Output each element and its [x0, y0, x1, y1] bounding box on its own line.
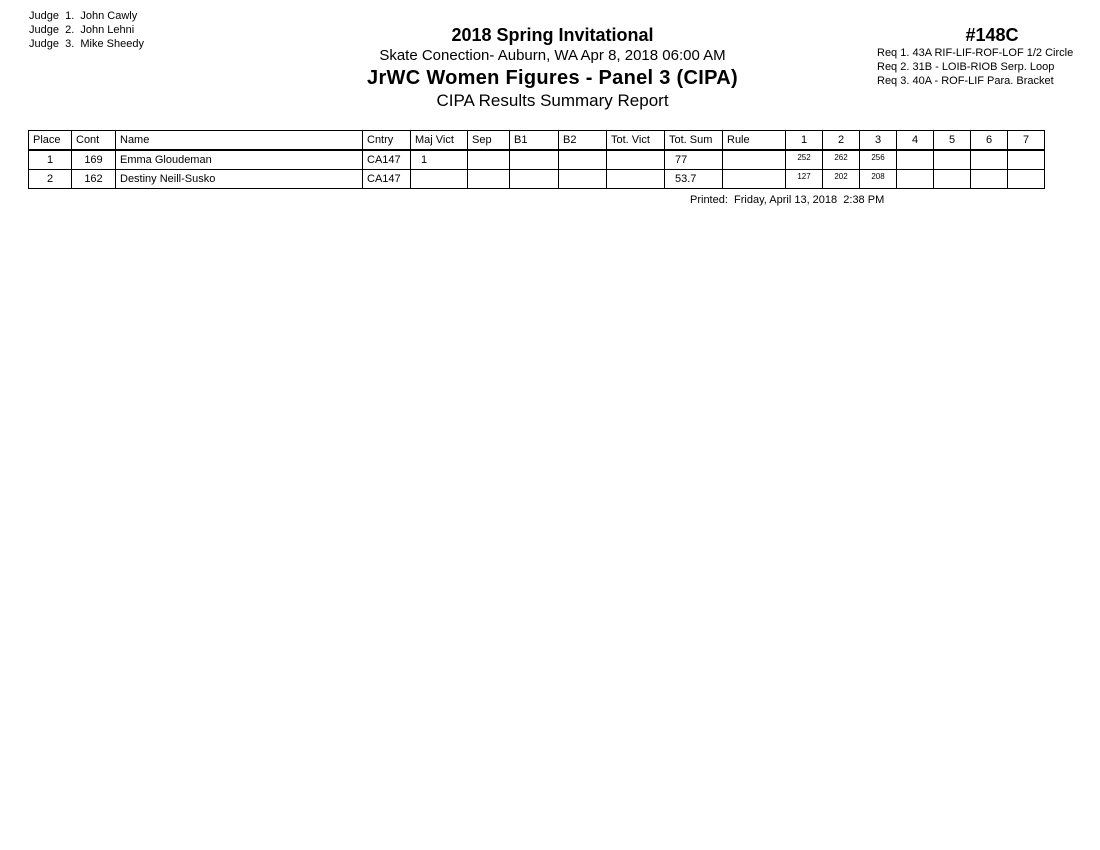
col-judge-6: 6	[971, 131, 1008, 151]
judge-3-score: 256	[860, 150, 897, 170]
event-number: #148C	[965, 25, 1019, 45]
col-judge-2: 2	[823, 131, 860, 151]
table-header-row	[29, 131, 1045, 151]
report-title: CIPA Results Summary Report	[436, 91, 669, 110]
cntry-cell: CA147	[363, 170, 411, 189]
judge-6-score	[971, 170, 1008, 189]
judge-3: Judge 3. Mike Sheedy	[29, 38, 144, 50]
judge-1: Judge 1. John Cawly	[29, 10, 138, 22]
judge-2-score: 202	[823, 170, 860, 189]
name-cell: Emma Gloudeman	[116, 150, 363, 170]
col-judge-1: 1	[786, 131, 823, 151]
judge-6-score	[971, 150, 1008, 170]
tot-vict-cell	[607, 170, 665, 189]
col-place: Place	[29, 131, 72, 151]
rule-cell	[723, 150, 786, 170]
col-judge-3: 3	[860, 131, 897, 151]
place-cell: 1	[29, 150, 72, 170]
col-judge-4: 4	[897, 131, 934, 151]
judge-2: Judge 2. John Lehni	[29, 24, 135, 36]
b1-cell	[510, 170, 559, 189]
judge-3-score: 208	[860, 170, 897, 189]
col-judge-7: 7	[1008, 131, 1045, 151]
col-maj-vict: Maj Vict	[411, 131, 468, 151]
judge-7-score	[1008, 170, 1045, 189]
judges-list	[29, 9, 144, 51]
cntry-cell: CA147	[363, 150, 411, 170]
judge-5-score	[934, 150, 971, 170]
b2-cell	[559, 170, 607, 189]
results-table	[28, 130, 1045, 189]
requirement-2: Req 2. 31B - LOIB-RIOB Serp. Loop	[877, 61, 1055, 73]
name-cell: Destiny Neill-Susko	[116, 170, 363, 189]
b1-cell	[510, 150, 559, 170]
report-header	[300, 24, 805, 112]
b2-cell	[559, 150, 607, 170]
col-cntry: Cntry	[363, 131, 411, 151]
maj-vict-cell: 1	[411, 150, 468, 170]
col-tot-vict: Tot. Vict	[607, 131, 665, 151]
sep-cell	[468, 150, 510, 170]
cont-cell: 169	[72, 150, 116, 170]
table-row	[29, 170, 1045, 189]
judge-1-score: 252	[786, 150, 823, 170]
col-b2: B2	[559, 131, 607, 151]
judge-2-score: 262	[823, 150, 860, 170]
tot-vict-cell	[607, 150, 665, 170]
requirement-3: Req 3. 40A - ROF-LIF Para. Bracket	[877, 75, 1054, 87]
col-cont: Cont	[72, 131, 116, 151]
tot-sum-cell: 77	[665, 150, 723, 170]
col-name: Name	[116, 131, 363, 151]
event-info	[877, 24, 1097, 88]
col-sep: Sep	[468, 131, 510, 151]
judge-4-score	[897, 150, 934, 170]
judge-7-score	[1008, 150, 1045, 170]
judge-5-score	[934, 170, 971, 189]
sep-cell	[468, 170, 510, 189]
table-row	[29, 150, 1045, 170]
event-title: 2018 Spring Invitational	[451, 25, 654, 45]
col-rule: Rule	[723, 131, 786, 151]
judge-4-score	[897, 170, 934, 189]
category-title: JrWC Women Figures - Panel 3 (CIPA)	[367, 67, 738, 89]
tot-sum-cell: 53.7	[665, 170, 723, 189]
rule-cell	[723, 170, 786, 189]
col-tot-sum: Tot. Sum	[665, 131, 723, 151]
cont-cell: 162	[72, 170, 116, 189]
judge-1-score: 127	[786, 170, 823, 189]
maj-vict-cell	[411, 170, 468, 189]
venue-line: Skate Conection- Auburn, WA Apr 8, 2018 06:00 AM	[379, 47, 726, 64]
col-b1: B1	[510, 131, 559, 151]
place-cell: 2	[29, 170, 72, 189]
requirement-1: Req 1. 43A RIF-LIF-ROF-LOF 1/2 Circle	[877, 47, 1074, 59]
col-judge-5: 5	[934, 131, 971, 151]
printed-timestamp: Printed: Friday, April 13, 2018 2:38 PM	[690, 194, 885, 206]
